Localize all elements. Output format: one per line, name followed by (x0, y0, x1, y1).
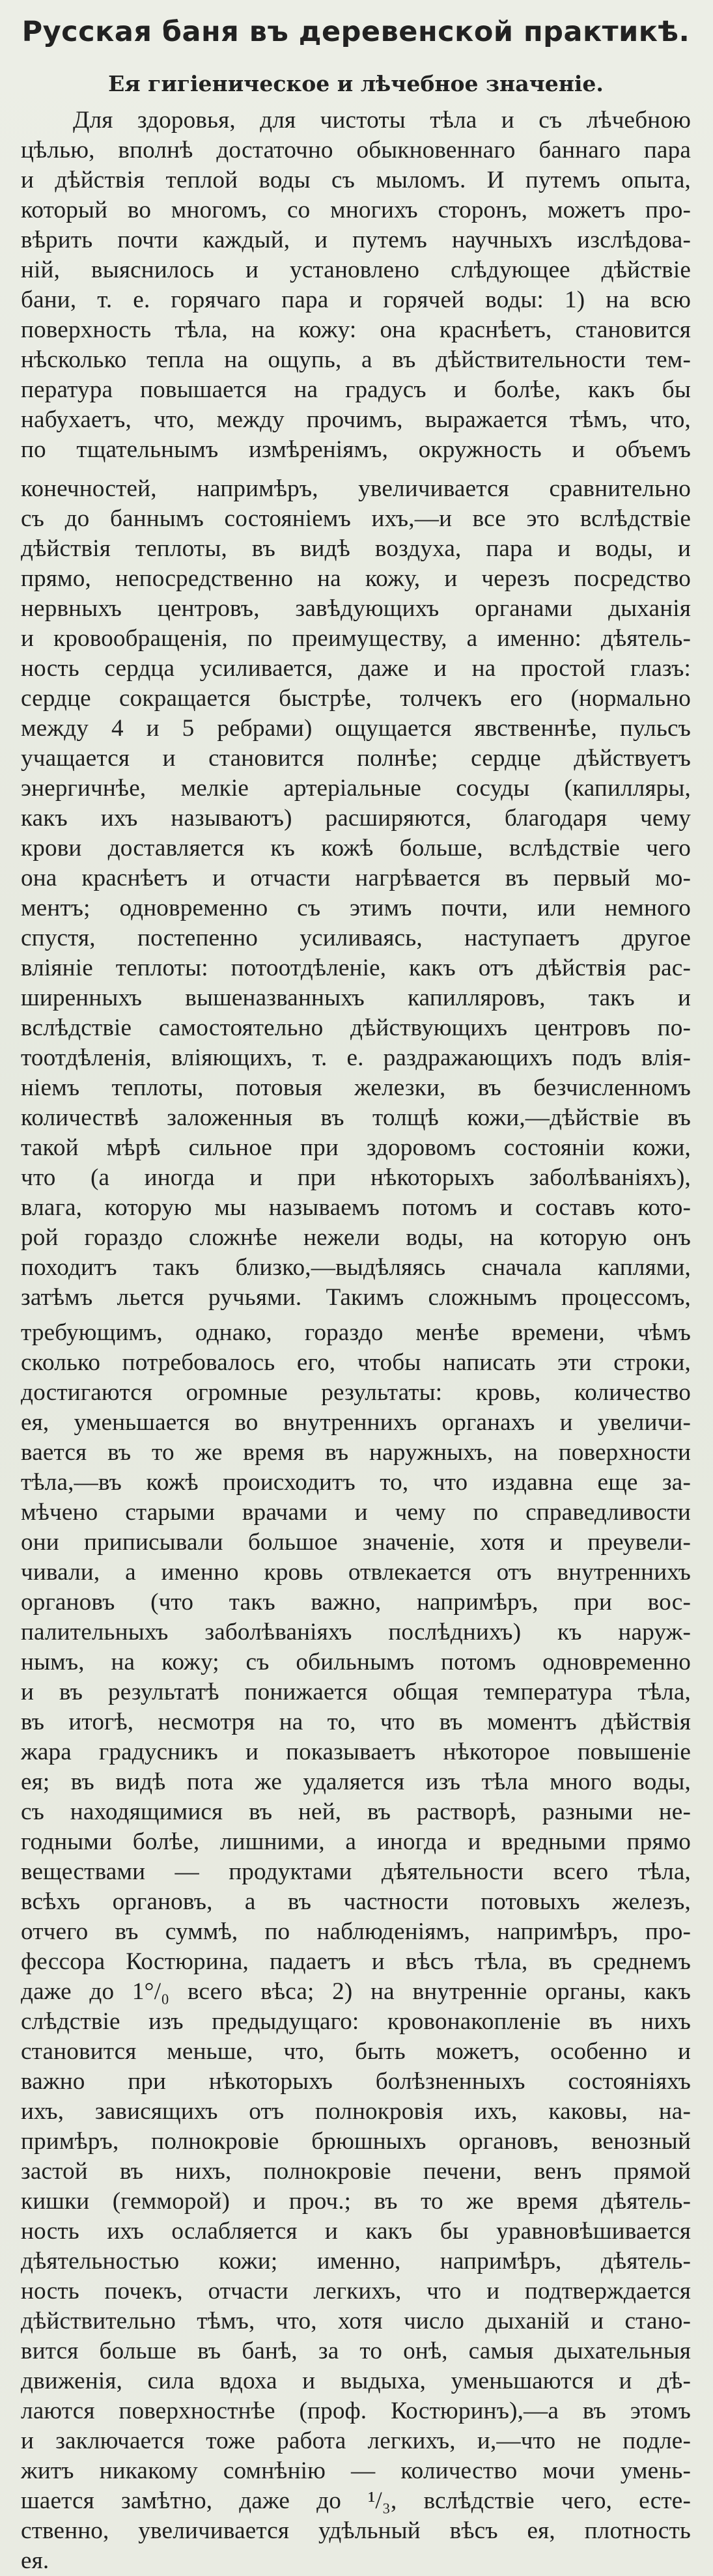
text-line: набухаетъ, что, между прочимъ, выражается тѣмъ, что, (21, 406, 691, 433)
text-line: нервныхъ центровъ, завѣдующихъ органами дыханія (21, 595, 691, 622)
text-line: бани, т. е. горячаго пара и горячей воды: 1) на всю (21, 287, 691, 313)
text-line: спустя, постепенно усиливаясь, наступаетъ другое (21, 925, 691, 951)
text-line: становится меньше, что, быть можетъ, особенно и (21, 2038, 691, 2065)
text-line: ность почекъ, отчасти легкихъ, что и подтверждается (21, 2278, 691, 2304)
text-line: движенія, сила вдоха и выдыха, уменьшаются и дѣ- (21, 2368, 691, 2394)
text-line: они приписывали большое значеніе, хотя и преувели- (21, 1529, 691, 1556)
text-column-fragment-2 (21, 474, 691, 1313)
text-line: застой въ нихъ, полнокровіе печени, венъ прямой (21, 2158, 691, 2185)
text-line: ея. (21, 2547, 49, 2574)
text-line: затѣмъ льется ручьями. Такимъ сложнымъ процессомъ, (21, 1284, 691, 1311)
text-line: достигаются огромные результаты: кровь, количество (21, 1379, 691, 1406)
text-line: отчего въ суммѣ, по наблюденіямъ, напримѣръ, про- (21, 1918, 691, 1945)
text-line: важно при нѣкоторыхъ болѣзненныхъ состояніяхъ (21, 2068, 691, 2095)
text-line: такой мѣрѣ сильное при здоровомъ состояніи кожи, (21, 1134, 691, 1161)
text-line: съ находящимися въ ней, въ растворѣ, разными не- (21, 1799, 691, 1825)
text-line: кишки (гемморой) и проч.; въ то же время дѣятель- (21, 2188, 691, 2215)
text-line: Для здоровья, для чистоты тѣла и съ лѣчебною (73, 107, 691, 133)
text-line: влага, которую мы называемъ потомъ и составъ кото- (21, 1194, 691, 1221)
text-line: вѣрить почти каждый, и путемъ научныхъ изслѣдова- (21, 227, 691, 253)
text-line: сколько потребовалось его, чтобы написать эти строки, (21, 1349, 691, 1376)
text-line: учащается и становится полнѣе; сердце дѣйствуетъ (21, 745, 691, 772)
text-line: ментъ; одновременно съ этимъ почти, или немного (21, 895, 691, 921)
text-line: веществами — продуктами дѣятельности всего тѣла, (21, 1858, 691, 1885)
text-line: по тщательнымъ измѣреніямъ, окружность и объемъ (21, 436, 691, 463)
text-line: какъ ихъ называютъ) расширяются, благодаря чему (21, 805, 691, 832)
text-line: дѣятельностью кожи; именно, напримѣръ, дѣятель- (21, 2248, 691, 2275)
text-line: и дѣйствія теплой воды съ мыломъ. И путемъ опыта, (21, 167, 691, 193)
text-line: ширенныхъ вышеназванныхъ капилляровъ, такъ и (21, 985, 691, 1011)
text-line: ственно, увеличивается удѣльный вѣсъ ея, плотность (21, 2517, 691, 2544)
text-line: палительныхъ заболѣваніяхъ послѣднихъ) къ наруж- (21, 1619, 691, 1645)
text-line: мѣчено старыми врачами и чему по справедливости (21, 1499, 691, 1526)
text-line: рой гораздо сложнѣе нежели воды, на которую онъ (21, 1224, 691, 1251)
text-line: нымъ, на кожу; съ обильнымъ потомъ одновременно (21, 1649, 691, 1675)
text-line: всѣхъ органовъ, а въ частности потовыхъ железъ, (21, 1888, 691, 1915)
text-line: шается замѣтно, даже до ¹/₃, вслѣдствіе чего, есте- (21, 2487, 691, 2514)
text-line: органовъ (что такъ важно, напримѣръ, при вос- (21, 1589, 691, 1616)
text-line: вается въ то же время въ наружныхъ, на поверхности (21, 1439, 691, 1466)
text-line: ность ихъ ослабляется и какъ бы уравновѣшивается (21, 2218, 691, 2245)
article-title: Русская баня въ деревенской практикѣ. (21, 16, 690, 48)
text-line: ихъ, зависящихъ отъ полнокровія ихъ, каковы, на- (21, 2098, 691, 2125)
text-line: вится больше въ банѣ, за то онѣ, самыя дыхательныя (21, 2338, 691, 2364)
text-line: ніемъ теплоты, потовыя железки, въ безчисленномъ (21, 1074, 691, 1101)
text-line: вслѣдствіе самостоятельно дѣйствующихъ центровъ по- (21, 1015, 691, 1041)
text-line: вліяніе теплоты: потоотдѣленіе, какъ отъ дѣйствія рас- (21, 955, 691, 981)
text-line: тѣла,—въ кожѣ происходитъ то, что издавна еще за- (21, 1469, 691, 1496)
text-line: и въ результатѣ понижается общая температура тѣла, (21, 1679, 691, 1705)
text-line: ея; въ видѣ пота же удаляется изъ тѣла много воды, (21, 1769, 691, 1795)
text-line: она краснѣетъ и отчасти нагрѣвается въ первый мо- (21, 865, 691, 891)
text-line: конечностей, напримѣръ, увеличивается сравнительно (21, 475, 691, 502)
text-line: фессора Костюрина, падаетъ и вѣсъ тѣла, въ среднемъ (21, 1948, 691, 1975)
text-line: прямо, непосредственно на кожу, и черезъ посредство (21, 565, 691, 592)
text-line: количествѣ заложенныя въ толщѣ кожи,—дѣйствіе въ (21, 1104, 691, 1131)
text-line: ность сердца усиливается, даже и на простой глазъ: (21, 655, 691, 682)
text-line: примѣръ, полнокровіе брюшныхъ органовъ, венозный (21, 2128, 691, 2155)
text-line: годными болѣе, лишними, а иногда и вредными прямо (21, 1828, 691, 1855)
text-line: нѣсколько тепла на ощупь, а въ дѣйствительности тем- (21, 346, 691, 373)
article-body (21, 105, 691, 2576)
text-line: походитъ такъ близко,—выдѣляясь сначала каплями, (21, 1254, 691, 1281)
text-line: слѣдствіе изъ предыдущаго: кровонакопленіе въ нихъ (21, 2008, 691, 2035)
text-line: жара градусникъ и показываетъ нѣкоторое повышеніе (21, 1739, 691, 1765)
text-column-fragment-1 (21, 105, 691, 465)
text-line: поверхность тѣла, на кожу: она краснѣетъ, становится (21, 316, 691, 343)
text-line: и кровообращенія, по преимуществу, а именно: дѣятель- (21, 625, 691, 652)
article-subtitle: Ея гигіеническое и лѣчебное значеніе. (108, 71, 604, 96)
text-line: пература повышается на градусъ и болѣе, какъ бы (21, 376, 691, 403)
text-line: крови доставляется къ кожѣ больше, вслѣдствіе чего (21, 835, 691, 861)
text-line: чивали, а именно кровь отвлекается отъ внутреннихъ (21, 1559, 691, 1586)
text-line: сердце сокращается быстрѣе, толчекъ его (нормально (21, 685, 691, 712)
text-line: что (а иногда и при нѣкоторыхъ заболѣваніяхъ), (21, 1164, 691, 1191)
text-line: дѣйствительно тѣмъ, что, хотя число дыханій и стано- (21, 2308, 691, 2334)
text-line: ея, уменьшается во внутреннихъ органахъ и увеличи- (21, 1409, 691, 1436)
text-line: требующимъ, однако, гораздо менѣе времени, чѣмъ (21, 1319, 691, 1346)
text-line: тоотдѣленія, вліяющихъ, т. е. раздражающихъ подъ влія- (21, 1044, 691, 1071)
text-line: и заключается тоже работа легкихъ, и,—что не подле- (21, 2428, 691, 2454)
text-line: который во многомъ, со многихъ сторонъ, можетъ про- (21, 197, 691, 223)
text-line: цѣлью, вполнѣ достаточно обыкновеннаго баннаго пара (21, 137, 691, 163)
text-line: даже до 1°/₀ всего вѣса; 2) на внутренніе органы, какъ (21, 1978, 691, 2005)
text-line: между 4 и 5 ребрами) ощущается явственнѣе, пульсъ (21, 715, 691, 742)
text-line: дѣйствія теплоты, въ видѣ воздуха, пара и воды, и (21, 535, 691, 562)
text-line: въ итогѣ, несмотря на то, что въ моментъ дѣйствія (21, 1709, 691, 1735)
text-column-fragment-3 (21, 1318, 691, 2576)
text-line: энергичнѣе, мелкіе артеріальные сосуды (капилляры, (21, 775, 691, 802)
text-line: съ до баннымъ состояніемъ ихъ,—и все это вслѣдствіе (21, 505, 691, 532)
text-line: лаются поверхностнѣе (проф. Костюринъ),—а въ этомъ (21, 2398, 691, 2424)
text-line: житъ никакому сомнѣнію — количество мочи умень- (21, 2457, 691, 2484)
text-line: ній, выяснилось и установлено слѣдующее дѣйствіе (21, 257, 691, 283)
